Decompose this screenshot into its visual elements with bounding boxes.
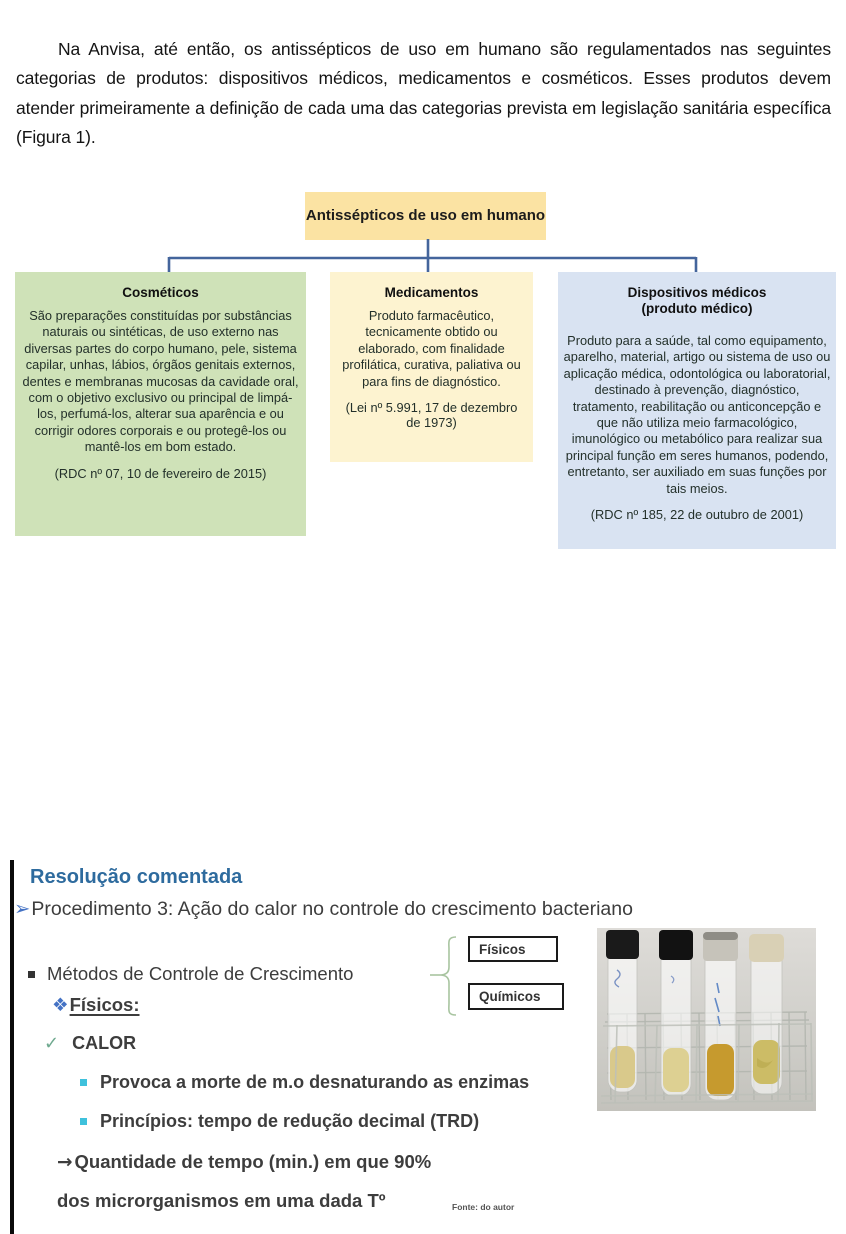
calor-line	[44, 1033, 136, 1054]
trd-definition-line-1	[57, 1151, 431, 1173]
node-title: Dispositivos médicos	[627, 285, 767, 300]
diagram-root-label: Antissépticos de uso em humano	[305, 206, 546, 224]
fisicos-option-label: Físicos	[479, 941, 526, 957]
procedure-line	[14, 897, 633, 921]
methods-text: Métodos de Controle de Crescimento	[47, 963, 354, 984]
slide-heading: Resolução comentada	[30, 866, 243, 888]
bullet-point-text: Princípios: tempo de redução decimal (TRD)	[100, 1111, 480, 1131]
square-bullet-icon	[80, 1079, 87, 1086]
node-body: Produto para a saúde, tal como equipamento, aparelho, material, artigo ou sistema de uso ou aplicação médica, odontológica ou laboratorial, destinado à prevenção, diagnóstico, tratamento, reabilitação ou anticoncepção e que não utiliza meio farmacológico, imunológico ou metabólico para realizar sua principal função em seres humanos, podendo, entretanto, ser auxiliado em suas funções por tais meios.	[563, 333, 831, 496]
quimicos-option-box	[468, 983, 564, 1010]
node-reference: (RDC nº 07, 10 de fevereiro de 2015)	[54, 465, 267, 481]
calor-label: CALOR	[72, 1033, 137, 1053]
checkmark-icon: ✓	[44, 1033, 60, 1054]
procedure-text: Procedimento 3: Ação do calor no controle do crescimento bacteriano	[31, 898, 633, 920]
test-tubes-illustration	[597, 928, 816, 1111]
methods-line	[28, 963, 353, 985]
bullet-point	[80, 1111, 479, 1132]
arrow-bullet-icon: ➢	[14, 897, 31, 920]
node-reference: (Lei nº 5.991, 17 de dezembro de 1973)	[345, 400, 518, 431]
node-body: Produto farmacêutico, tecnicamente obtido ou elaborado, com finalidade profilática, curativa, paliativa ou para fins de diagnóstico.	[342, 308, 521, 389]
node-title: Medicamentos	[384, 285, 479, 300]
fisicos-subheading-line	[52, 994, 140, 1016]
node-title: Cosméticos	[122, 285, 199, 300]
quimicos-option-label: Químicos	[479, 989, 541, 1004]
trd-text-1: Quantidade de tempo (min.) em que 90%	[74, 1151, 432, 1172]
fisicos-option-box	[468, 936, 558, 962]
trd-definition-line-2: dos microrganismos em uma dada Tº	[57, 1190, 386, 1211]
square-bullet-icon	[28, 971, 35, 978]
diagram-node-dispositivos	[558, 272, 836, 549]
diagram-node-medicamentos	[330, 272, 533, 462]
node-reference: (RDC nº 185, 22 de outubro de 2001)	[590, 507, 804, 523]
diagram-root-box	[305, 192, 546, 240]
photo-source-caption: Fonte: do autor	[452, 1202, 515, 1212]
square-bullet-icon	[80, 1118, 87, 1125]
bullet-point-text: Provoca a morte de m.o desnaturando as enzimas	[100, 1072, 530, 1092]
diagram-node-cosmeticos	[15, 272, 306, 536]
node-body: São preparações constituídas por substâncias naturais ou sintéticas, de uso externo nas diversas partes do corpo humano, pele, sistema capilar, unhas, lábios, órgãos genitais externos, dentes e membranas mucosas da cavidade oral, com o objetivo exclusivo ou principal de limpá-los, perfumá-los, alterar sua aparência e ou corrigir odores corporais e ou protegê-los ou mantê-los em bom estado.	[22, 308, 299, 455]
intro-paragraph: Na Anvisa, até então, os antissépticos de uso em humano são regulamentados nas seguintes categorias de produtos: dispositivos médicos, medicamentos e cosméticos. Esses produtos devem atender primeiramente a definição de cada uma das categorias prevista em legislação sanitária específica (Figura 1).	[16, 38, 831, 147]
diamond-bullet-icon: ❖	[52, 995, 69, 1016]
bracket-shape	[430, 934, 468, 1018]
right-arrow-icon: →	[57, 1152, 73, 1173]
node-subtitle: (produto médico)	[641, 301, 753, 316]
test-tubes-photo	[597, 928, 816, 1111]
fisicos-subheading: Físicos:	[69, 994, 140, 1015]
bullet-point	[80, 1072, 529, 1093]
diagram-connector-lines	[0, 238, 846, 274]
